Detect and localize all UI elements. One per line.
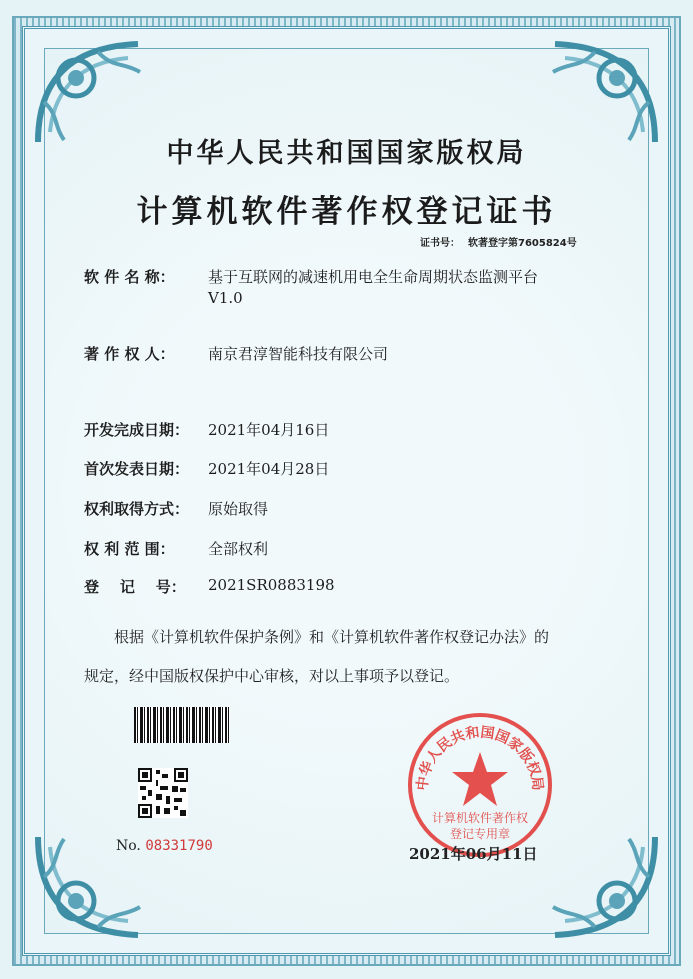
- inner-panel: [44, 48, 649, 934]
- serial-number-value: 08331790: [145, 838, 213, 854]
- field-value: 基于互联网的减速机用电全生命周期状态监测平台: [208, 268, 539, 286]
- field-copyright-owner: [84, 343, 388, 364]
- field-rights-scope: [84, 538, 268, 559]
- field-label: 开发完成日期：: [84, 421, 190, 439]
- field-value: 2021年04月16日: [208, 421, 330, 439]
- field-value: 南京君淳智能科技有限公司: [208, 345, 389, 363]
- field-software-name: [84, 266, 538, 307]
- field-value-version: V1.0: [208, 289, 243, 307]
- field-acquisition-method: [84, 498, 268, 519]
- field-value: 2021年04月28日: [208, 460, 330, 478]
- field-value: 全部权利: [208, 540, 269, 558]
- field-label: 著 作 权 人：: [84, 345, 175, 363]
- certificate-number-value: 软著登字第7605824号: [468, 238, 577, 249]
- issuing-authority: 中华人民共和国国家版权局: [166, 138, 527, 169]
- field-label: 软 件 名 称：: [84, 268, 175, 286]
- field-value: 2021SR0883198: [208, 576, 335, 594]
- seal-inner-line-1: 计算机软件著作权: [431, 811, 529, 825]
- field-first-publish-date: [84, 458, 329, 479]
- field-label: 权利取得方式：: [84, 500, 190, 518]
- serial-number-label: No.: [116, 838, 141, 854]
- official-seal-icon: [405, 710, 555, 860]
- barcode-icon: [134, 707, 230, 743]
- issue-date: 2021年06月11日: [409, 845, 538, 863]
- statement-line-2: 规定，经中国版权保护中心审核，对以上事项予以登记。: [84, 667, 460, 685]
- certificate-title: 计算机软件著作权登记证书: [136, 194, 557, 230]
- field-label: 登 记 号：: [84, 578, 186, 596]
- qr-code-icon: [138, 768, 188, 818]
- seal-star-icon: [452, 752, 508, 806]
- field-value: 原始取得: [208, 500, 269, 518]
- field-label: 首次发表日期：: [84, 460, 190, 478]
- certificate-number: [420, 234, 577, 249]
- seal-outer-text: 中华人民共和国国家版权局: [414, 724, 546, 792]
- statement-line-1: 根据《计算机软件保护条例》和《计算机软件著作权登记办法》的: [114, 628, 550, 646]
- field-registration-number: [84, 576, 335, 597]
- serial-number: [116, 838, 213, 854]
- seal-inner-line-2: 登记专用章: [449, 827, 511, 841]
- certificate-number-label: 证书号：: [420, 238, 460, 249]
- field-completion-date: [84, 419, 329, 440]
- field-label: 权 利 范 围：: [84, 540, 175, 558]
